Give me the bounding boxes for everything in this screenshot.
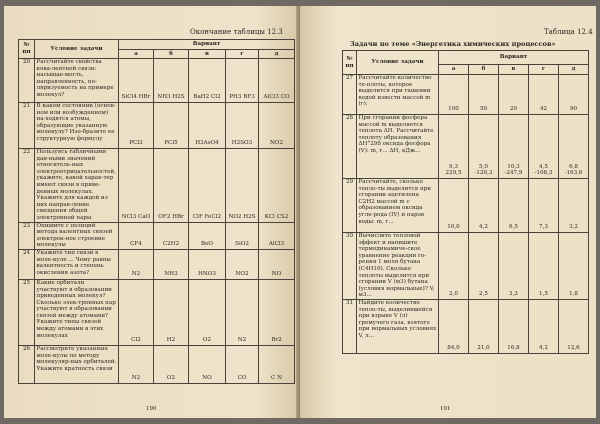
variant-value: PCl5 — [154, 103, 189, 149]
table-row — [19, 149, 295, 223]
task-text: Какие орбитали участвуют в образовании приведенных молекул? Сколько элек-тронных пар участвуют в образовании связей между атомами? Укажите типы связей между атомами в этих молекулах — [35, 279, 119, 345]
row-number: 24 — [19, 249, 35, 279]
variant-value: 16,8 — [499, 299, 529, 353]
variant-value: SiO2 — [226, 222, 259, 249]
variant-value: CF4 — [119, 222, 154, 249]
variant-value: O2 — [189, 279, 226, 345]
variant-value: 6,8 -163,6 — [559, 115, 589, 179]
variant-value: OF2 HBr — [154, 149, 189, 223]
row-number: 20 — [19, 59, 35, 103]
row-number: 21 — [19, 103, 35, 149]
variant-value: CO — [226, 345, 259, 383]
variant-col-header: в — [499, 65, 529, 75]
num-header: № пп — [343, 51, 357, 75]
row-number: 25 — [19, 279, 35, 345]
variant-value: 5,0 -120,3 — [469, 115, 499, 179]
row-number: 31 — [343, 299, 357, 353]
variant-col-header: г — [226, 50, 259, 59]
variant-value: NH3 — [154, 249, 189, 279]
left-task-table — [18, 39, 295, 384]
task-text: Рассчитайте, сколько тепло-ты выделится при сгорании ацетилена C2H2 массой m с образованием оксида угле-рода (IV) и паров воды: m, г... — [357, 179, 439, 233]
variant-col-header: б — [469, 65, 499, 75]
task-text: Рассмотрите указанные моле-кулы по методу молекуляр-ных орбиталей. Укажите кратность связи — [35, 345, 119, 383]
right-page-number: 191 — [440, 406, 451, 412]
task-text: При сгорании фосфора массой m выделяется теплота ΔH. Рассчитайте теплоту образования ΔH°298 оксида фосфора (V): m, г... ΔH, кДж... — [357, 115, 439, 179]
variant-value: PH3 BF3 — [226, 59, 259, 103]
left-table-caption: Окончание таблицы 12.3 — [190, 28, 283, 36]
variant-value: NO2 — [226, 249, 259, 279]
variant-value: C N — [259, 345, 295, 383]
table-row — [19, 345, 295, 383]
task-text: Рассчитайте количество те-плоты, которое выделится при гашении водой извести массой m (г): — [357, 75, 439, 115]
variant-value: 10,3 -247,9 — [499, 115, 529, 179]
table-row — [343, 75, 589, 115]
variant-col-header: в — [189, 50, 226, 59]
variant-col-header: б — [154, 50, 189, 59]
task-header: Условие задачи — [35, 40, 119, 59]
variant-value: 2,5 — [469, 233, 499, 300]
variant-value: 10,0 — [439, 179, 469, 233]
variant-value: 3,2 — [559, 179, 589, 233]
task-text: Рассчитайте свойства кова-лентной связи: насыщае-мость, направленность, по-ляризуемость на примере молекул? — [35, 59, 119, 103]
variant-value: 1,8 — [559, 233, 589, 300]
variant-value: 2,0 — [439, 233, 469, 300]
variant-value: N2 — [119, 345, 154, 383]
variant-value: 42 — [529, 75, 559, 115]
variant-value: 100 — [439, 75, 469, 115]
variant-value: 20 — [499, 75, 529, 115]
variant-value: H2 — [154, 279, 189, 345]
row-number: 26 — [19, 345, 35, 383]
variant-value: 6,5 — [499, 179, 529, 233]
left-page — [4, 6, 298, 418]
variant-header: Вариант — [119, 40, 295, 50]
row-number: 30 — [343, 233, 357, 300]
variant-value: NCl3 CaO — [119, 149, 154, 223]
variant-value: H2SO3 — [226, 103, 259, 149]
variant-value: 50 — [469, 75, 499, 115]
variant-value: AlCl3 — [259, 222, 295, 249]
row-number: 23 — [19, 222, 35, 249]
variant-value: 4,5 -108,3 — [529, 115, 559, 179]
task-text: Найдите количество тепло-ты, выделившейся при взрыве V (л) гремучего газа, взятого при нормальных условиях V, л... — [357, 299, 439, 353]
row-number: 22 — [19, 149, 35, 223]
variant-value: 90 — [559, 75, 589, 115]
task-text: Пользуясь табличными дан-ными значений относитель-ных электроотрицательностей, укажите, какой харак-тер имеют связи в приве-денных молекулах. Укажите для каждой из них направ-ление смещения общей электронной пары — [35, 149, 119, 223]
right-table-caption: Таблица 12.4 — [544, 28, 593, 36]
task-header: Условие задачи — [357, 51, 439, 75]
variant-value: Cl2 — [119, 279, 154, 345]
variant-col-header: д — [559, 65, 589, 75]
variant-value: PCl3 — [119, 103, 154, 149]
table-row — [19, 279, 295, 345]
task-text: Вычислите тепловой эффект и напишите термодинамиче-ское уравнение реакции го-рения 1 моля бутана (C4H10). Сколько теплоты выделится при сгорании V (м3) бутана (условия нормальные)? V, м3... — [357, 233, 439, 300]
variant-value: 3,2 — [499, 233, 529, 300]
variant-value: 84,0 — [439, 299, 469, 353]
variant-value: SiCl4 HBr — [119, 59, 154, 103]
variant-value: AlCl3 CO — [259, 59, 295, 103]
variant-value: 12,6 — [559, 299, 589, 353]
variant-col-header: а — [439, 65, 469, 75]
variant-value: N2 — [226, 279, 259, 345]
variant-value: NO — [259, 249, 295, 279]
variant-value: H3AsO4 — [189, 103, 226, 149]
row-number: 29 — [343, 179, 357, 233]
variant-value: NO2 H2S — [226, 149, 259, 223]
table-row — [343, 115, 589, 179]
variant-value: HNO3 — [189, 249, 226, 279]
row-number: 27 — [343, 75, 357, 115]
left-page-number: 190 — [146, 406, 157, 412]
right-task-table — [342, 50, 589, 354]
right-page — [300, 6, 596, 418]
table-row — [343, 299, 589, 353]
variant-value: 9,3 229,5 — [439, 115, 469, 179]
right-table-title: Задачи по теме «Энергетика химических процессов» — [350, 40, 556, 48]
variant-col-header: а — [119, 50, 154, 59]
task-text: Опишите с позиций метода валентных связей электрон-ное строение молекулы — [35, 222, 119, 249]
table-row — [19, 103, 295, 149]
table-row — [343, 179, 589, 233]
variant-value: 4,2 — [469, 179, 499, 233]
variant-header: Вариант — [439, 51, 589, 65]
variant-col-header: д — [259, 50, 295, 59]
variant-value: Br2 — [259, 279, 295, 345]
variant-value: NO2 — [259, 103, 295, 149]
task-text: Укажите тип связи в моле-куле ... Чему равны валентность и степень окисления азота? — [35, 249, 119, 279]
variant-value: C2H2 — [154, 222, 189, 249]
num-header: № пп — [19, 40, 35, 59]
row-number: 28 — [343, 115, 357, 179]
table-row — [343, 233, 589, 300]
variant-value: 4,2 — [529, 299, 559, 353]
variant-value: NO — [189, 345, 226, 383]
variant-value: BeO — [189, 222, 226, 249]
task-text: В каком состоянии (основ-ном или возбужденном) на-ходятся атомы, образующие указанную молекулу? Изо-бразите ее структурную формулу — [35, 103, 119, 149]
table-row — [19, 249, 295, 279]
variant-value: N2 — [119, 249, 154, 279]
table-row — [19, 59, 295, 103]
table-row — [19, 222, 295, 249]
variant-value: KCl CS2 — [259, 149, 295, 223]
variant-value: 21,0 — [469, 299, 499, 353]
variant-value: NH3 H2S — [154, 59, 189, 103]
variant-value: BaH2 Cl2 — [189, 59, 226, 103]
variant-value: 7,3 — [529, 179, 559, 233]
variant-value: O2 — [154, 345, 189, 383]
variant-value: ClF FeCl2 — [189, 149, 226, 223]
variant-value: 1,5 — [529, 233, 559, 300]
variant-col-header: г — [529, 65, 559, 75]
